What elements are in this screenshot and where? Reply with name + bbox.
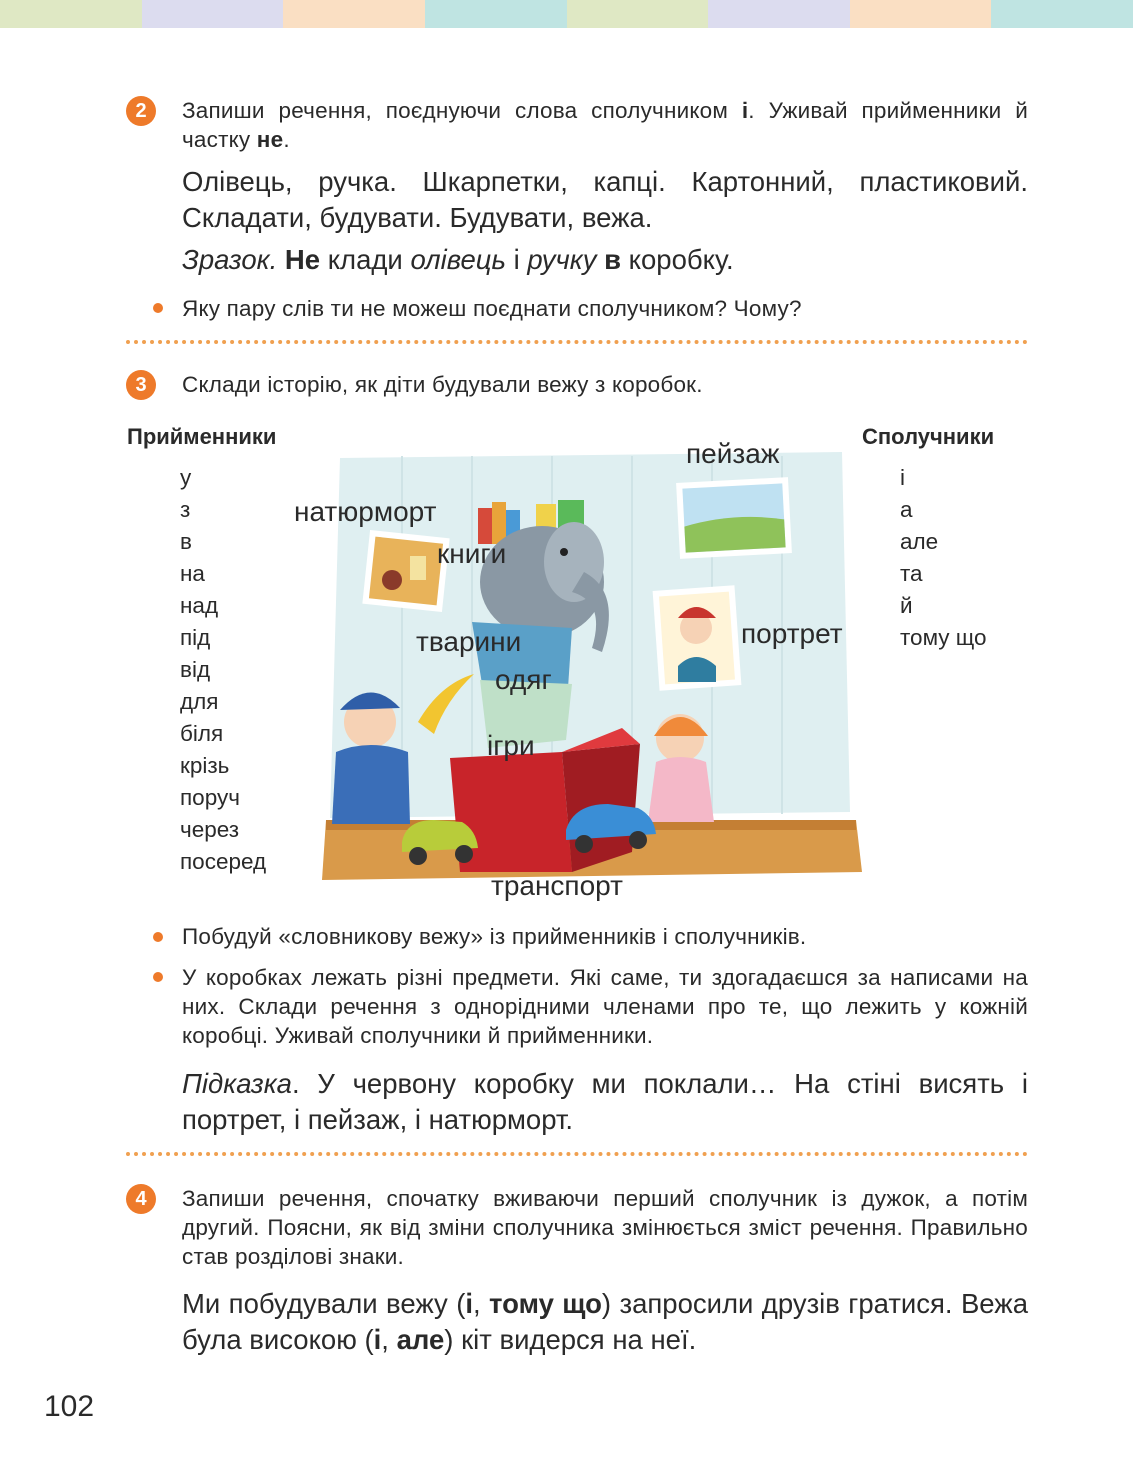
exercise-2-question: Яку пару слів ти не можеш поєднати сполучником? Чому? (182, 296, 802, 321)
preposition-item: під (180, 625, 211, 650)
bullet-dot (153, 972, 163, 982)
conjunction-item: але (900, 529, 939, 554)
prepositions-list (180, 462, 266, 878)
exercise-4-instruction: Запиши речення, спочатку вживаючи перший сполучник із дужок, а потім другий. Поясни, як від зміни сполучника змінюється зміст речення. Правильно став розділові знаки. (182, 1186, 1028, 1269)
conjunctions-list (900, 462, 987, 654)
exercise-2-instruction: Запиши речення, поєднуючи слова сполучником і. Уживай прийменники й частку не. (182, 98, 1028, 152)
preposition-item: крізь (180, 753, 230, 778)
preposition-item: для (180, 689, 219, 714)
preposition-item: біля (180, 721, 224, 746)
conjunction-item: а (900, 497, 913, 522)
preposition-item: посеред (180, 849, 267, 874)
top-color-stripe (0, 0, 1133, 28)
preposition-item: у (180, 465, 192, 490)
exercise-4-number-badge: 4 (126, 1184, 156, 1214)
conjunction-item: і (900, 465, 905, 490)
exercise-3-hint: Підказка. У червону коробку ми поклали… На стіні висять і портрет, і пейзаж, і натюрморт. (182, 1068, 1028, 1135)
section-divider (126, 1152, 1028, 1156)
label-portrait: портрет (741, 618, 843, 649)
preposition-item: через (180, 817, 240, 842)
label-animals: тварини (416, 626, 522, 657)
section-divider (126, 340, 1028, 344)
label-still-life: натюрморт (294, 496, 437, 527)
exercise-3-task-1: Побудуй «словникову вежу» із прийменників і сполучників. (182, 924, 807, 949)
preposition-item: на (180, 561, 205, 586)
page-number: 102 (44, 1390, 95, 1423)
prepositions-heading: Прийменники (127, 424, 277, 449)
landscape-picture (676, 477, 792, 559)
label-clothes: одяг (495, 664, 552, 695)
label-games: ігри (487, 730, 535, 761)
exercise-3-instruction: Склади історію, як діти будували вежу з коробок. (182, 372, 703, 397)
label-books: книги (437, 538, 507, 569)
conjunction-item: тому що (900, 625, 987, 650)
preposition-item: з (180, 497, 191, 522)
bullet-dot (153, 932, 163, 942)
label-transport: транспорт (491, 870, 623, 901)
preposition-item: над (180, 593, 219, 618)
conjunctions-heading: Сполучники (862, 424, 995, 449)
exercise-2-number-badge: 2 (126, 96, 156, 126)
conjunction-item: й (900, 593, 913, 618)
exercise-4-sentences: Ми побудували вежу (і, тому що) запросили друзів гратися. Вежа була високою (і, але) кіт видерся на неї. (182, 1288, 1028, 1355)
label-landscape: пейзаж (686, 438, 780, 469)
preposition-item: від (180, 657, 211, 682)
conjunction-item: та (900, 561, 923, 586)
exercise-3-number-badge: 3 (126, 370, 156, 400)
portrait-picture (653, 585, 742, 690)
preposition-item: поруч (180, 785, 240, 810)
exercise-2-sample: Зразок. Не клади олівець і ручку в коробку. (182, 244, 734, 275)
exercise-3-task-2: У коробках лежать різні предмети. Які саме, ти здогадаєшся за написами на них. Склади речення з однорідними членами про те, що лежить у кожній коробці. Уживай сполучники й прийменники. (182, 965, 1028, 1048)
preposition-item: в (180, 529, 192, 554)
exercise-2-word-pairs: Олівець, ручка. Шкарпетки, капці. Картонний, пластиковий. Складати, будувати. Будувати, вежа. (182, 166, 1028, 233)
bullet-dot (153, 303, 163, 313)
